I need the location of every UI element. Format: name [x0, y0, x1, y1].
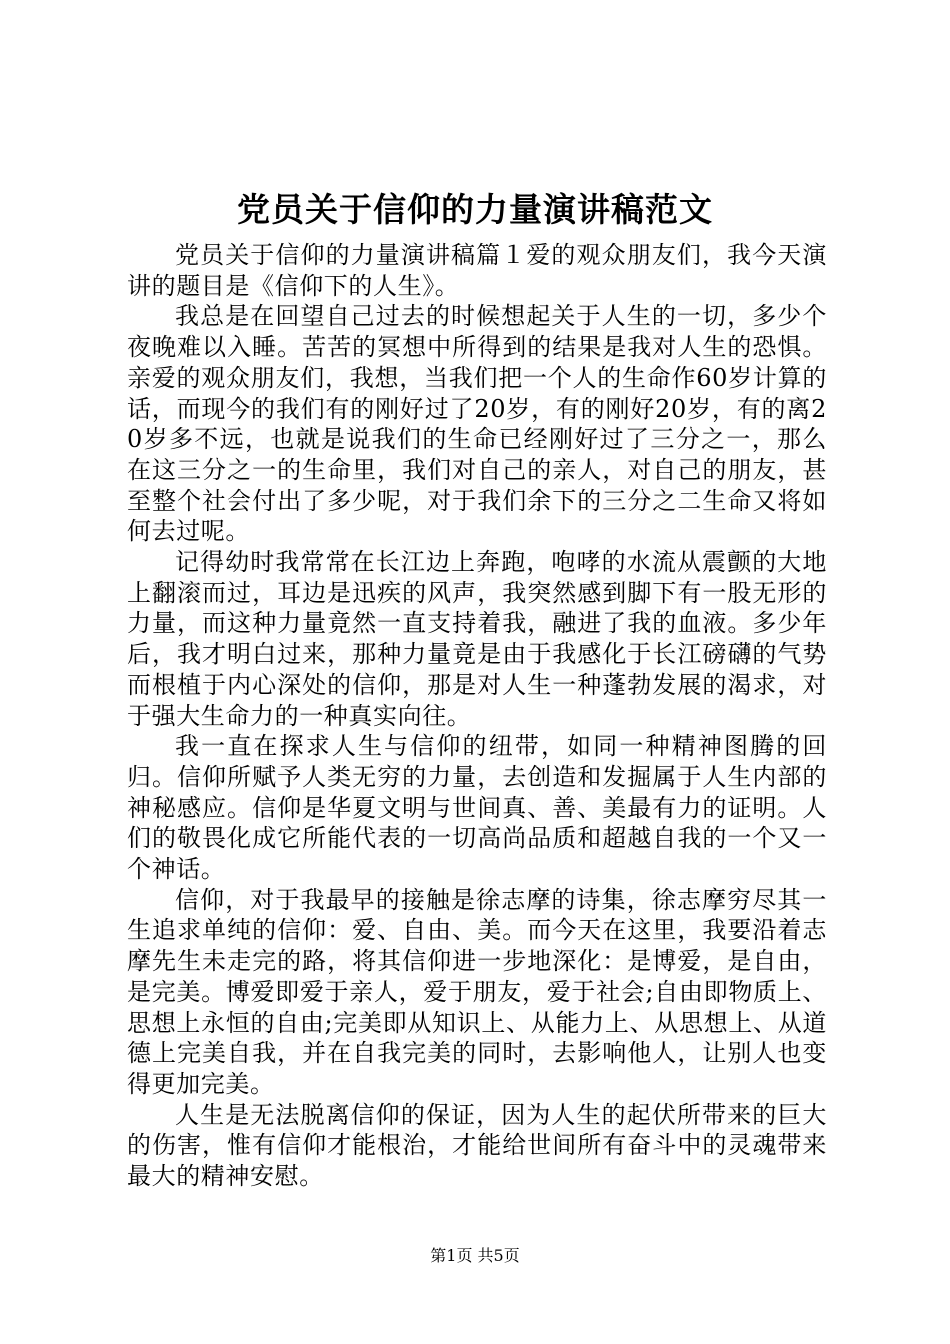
paragraph-2: 我总是在回望自己过去的时候想起关于人生的一切，多少个夜晚难以入睡。苦苦的冥想中所得到的结果是我对人生的恐惧。亲爱的观众朋友们，我想，当我们把一个人的生命作60岁计算的话，而现今的我们有的刚好过了20岁，有的刚好20岁，有的离20岁多不远，也就是说我们的生命已经刚好过了三分之一，那么在这三分之一的生命里，我们对自己的亲人，对自己的朋友，甚至整个社会付出了多少呢，对于我们余下的三分之二生命又将如何去过呢。: [127, 302, 827, 546]
paragraph-1: 党员关于信仰的力量演讲稿篇１爱的观众朋友们，我今天演讲的题目是《信仰下的人生》。: [127, 241, 827, 300]
document-title: 党员关于信仰的力量演讲稿范文: [237, 190, 713, 229]
paragraph-3: 记得幼时我常常在长江边上奔跑，咆哮的水流从震颤的大地上翻滚而过，耳边是迅疾的风声，我突然感到脚下有一股无形的力量，而这种力量竟然一直支持着我，融进了我的血液。多少年后，我才明白过来，那种力量竟是由于我感化于长江磅礴的气势而根植于内心深处的信仰，那是对人生一种蓬勃发展的渴求，对于强大生命力的一种真实向往。: [127, 548, 827, 730]
page-number-footer: 第1页 共5页: [430, 1246, 520, 1265]
document-body: [127, 240, 827, 1192]
paragraph-5: 信仰，对于我最早的接触是徐志摩的诗集，徐志摩穷尽其一生追求单纯的信仰：爱、自由、美。而今天在这里，我要沿着志摩先生未走完的路，将其信仰进一步地深化：是博爱，是自由，是完美。博爱即爱于亲人，爱于朋友，爱于社会;自由即物质上、思想上永恒的自由;完美即从知识上、从能力上、从思想上、从道德上完美自我，并在自我完美的同时，去影响他人，让别人也变得更加完美。: [127, 885, 827, 1098]
paragraph-4: 我一直在探求人生与信仰的纽带，如同一种精神图腾的回归。信仰所赋予人类无穷的力量，去创造和发掘属于人生内部的神秘感应。信仰是华夏文明与世间真、善、美最有力的证明。人们的敬畏化成它所能代表的一切高尚品质和超越自我的一个又一个神话。: [127, 732, 827, 884]
paragraph-6: 人生是无法脱离信仰的保证，因为人生的起伏所带来的巨大的伤害，惟有信仰才能根治，才能给世间所有奋斗中的灵魂带来最大的精神安慰。: [127, 1100, 827, 1191]
